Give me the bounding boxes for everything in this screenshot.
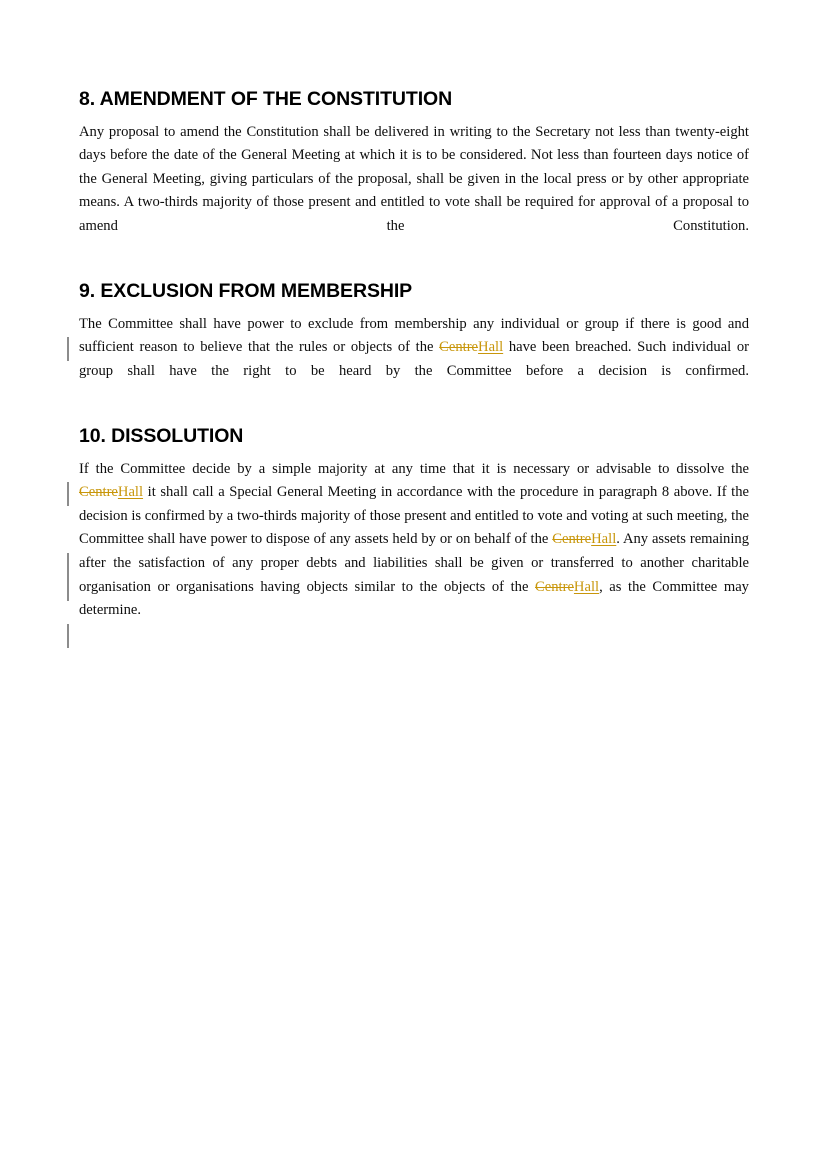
section-8-paragraph	[79, 121, 749, 262]
section-9	[79, 280, 749, 407]
change-bar	[67, 482, 69, 506]
change-bar	[67, 337, 69, 361]
section-10-text-2: it shall call a Special General Meeting in accordance with the procedure in paragraph 8 above. If the decision is confirmed by a two-thirds majority of those present and entitled to vote and voting at such meeting, the Committee shall have power to dispose of any assets held by or on behalf of the	[79, 484, 749, 548]
section-10-heading: 10. DISSOLUTION	[79, 425, 244, 448]
section-9-text-after: have been breached. Such individual or group shall have the right to be heard by the Committee before a decision is confirmed.	[79, 339, 749, 379]
section-9-heading: 9. EXCLUSION FROM MEMBERSHIP	[79, 280, 413, 303]
deleted-text-centre: Centre	[79, 484, 118, 501]
section-8	[79, 88, 749, 262]
section-9-paragraph	[79, 313, 749, 407]
inserted-text-hall: Hall	[591, 531, 617, 548]
document-content	[79, 88, 749, 646]
section-10-text-1: If the Committee decide by a simple majority at any time that it is necessary or advisable to dissolve the	[79, 460, 749, 477]
change-bar	[67, 553, 69, 601]
deleted-text-centre: Centre	[552, 531, 592, 548]
inserted-text-hall: Hall	[573, 578, 600, 595]
section-8-text: Any proposal to amend the Constitution shall be delivered in writing to the Secretary not less than twenty-eight days before the date of the General Meeting at which it is to be considered. Not less than fourteen days notice of the General Meeting, giving particulars of the proposal, shall be given in the local press or by other appropriate means. A two-thirds majority of those present and entitled to vote shall be required for approval of a proposal to amend the Constitution.	[79, 123, 749, 234]
inserted-text-hall: Hall	[117, 484, 144, 501]
section-10	[79, 425, 749, 646]
section-10-text-4: , as the Committee may determine.	[79, 578, 749, 619]
section-8-heading: 8. AMENDMENT OF THE CONSTITUTION	[79, 88, 453, 110]
change-bar	[67, 624, 69, 648]
section-9-text-before: The Committee shall have power to exclude from membership any individual or group if there is good and sufficient reason to believe that the rules or objects of the	[79, 315, 749, 356]
deleted-text-centre: Centre	[535, 578, 574, 595]
section-10-text-3: . Any assets remaining after the satisfaction of any proper debts and liabilities shall be given or transferred to another charitable organisation or organisations having objects similar to the objects of the	[79, 531, 749, 595]
deleted-text-centre: Centre	[439, 339, 479, 356]
inserted-text-hall: Hall	[478, 339, 504, 356]
section-10-paragraph	[79, 458, 749, 646]
